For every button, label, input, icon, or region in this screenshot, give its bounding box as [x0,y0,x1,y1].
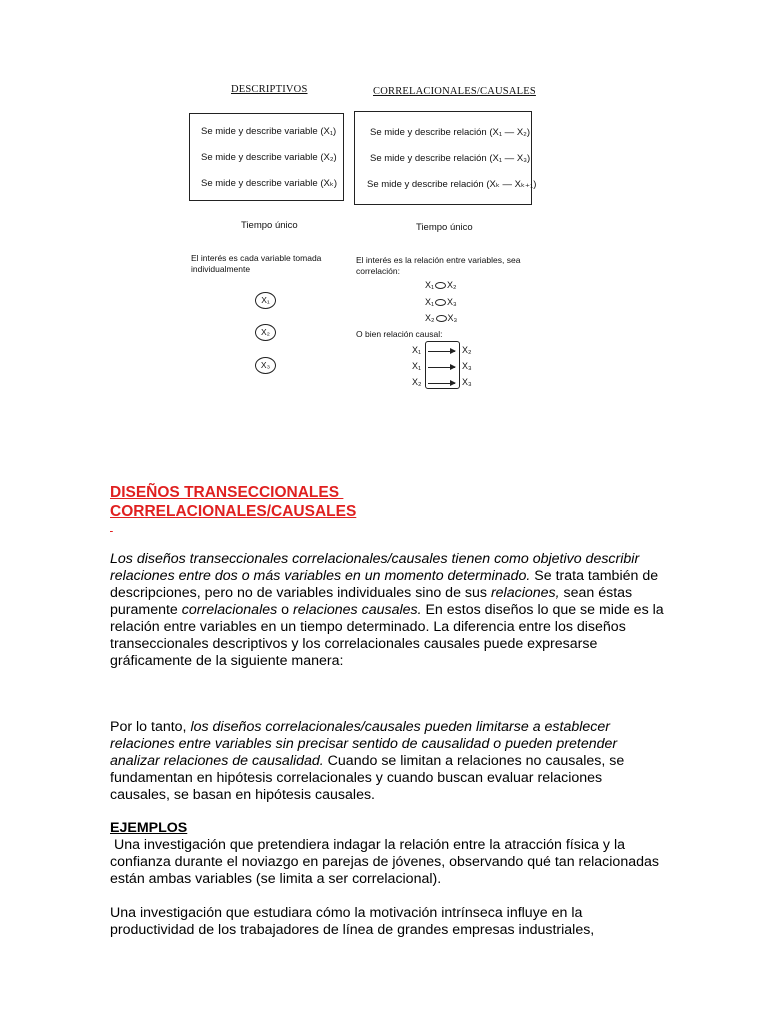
intro-italic-2: relaciones, [490,585,560,601]
descriptive-note-2: individualmente [191,264,251,274]
conclusion-text-1: Por lo tanto, [110,719,191,735]
causal-target-2: X₃ [462,361,472,371]
variable-circle-x1: X₁ [255,292,276,309]
correlational-time: Tiempo único [416,222,473,233]
correlation-link-icon [435,282,446,289]
heading-underscore [110,521,670,535]
descriptive-note-1: El interés es cada variable tomada [191,253,322,263]
descriptive-time: Tiempo único [241,220,298,231]
correlation-pair-1: X₁ X₂ [425,280,457,290]
descriptive-line-3: Se mide y describe variable (Xₖ) [201,178,338,189]
intro-italic-1: Los diseños transeccionales correlacionales/causales tienen como objetivo describir relaciones entre dos o más variables en un momento determinado. [110,551,640,584]
causal-source-3: X₂ [412,377,422,387]
causal-source-1: X₁ [412,345,422,355]
correlational-header: CORRELACIONALES/CAUSALES [373,86,536,97]
example-1: Una investigación que pretendiera indagar la relación entre la atracción física y la confianza durante el noviazgo en parejas de jóvenes, observando qué tan relacionadas están ambas variables (se limita a ser correlacional). [110,837,663,887]
heading-line-2: CORRELACIONALES/CAUSALES [110,503,357,520]
descriptive-line-2: Se mide y describe variable (X₂) [201,152,337,163]
intro-italic-4: relaciones causales. [292,602,422,618]
correlation-link-icon [435,299,446,306]
conclusion-italic-1: los diseños correlacionales/causales pueden limitarse a establecer relaciones entre variables sin precisar sentido de causalidad o pueden pretender analizar relaciones de causalidad. [110,719,618,769]
conclusion-text-2: Cuando se limitan a relaciones no causales, se fundamentan en hipótesis correlacionales y cuando buscan evaluar relaciones causales, se basan en hipótesis causales. [110,753,625,803]
causal-label: O bien relación causal: [356,329,443,339]
correlational-note-2: correlación: [356,266,400,276]
intro-italic-3: correlacionales [181,602,278,618]
correlation-link-icon [436,315,447,322]
correlational-note-1: El interés es la relación entre variables, sea [356,255,521,265]
intro-text-1: Se trata también de descripciones, pero no de variables individuales sino de sus [110,568,659,601]
variable-circle-x3: X₃ [255,357,276,374]
causal-arrow-icon [428,367,455,368]
intro-text-4: En estos diseños lo que se mide es la relación entre variables en un tiempo determinado. La diferencia entre los diseños transeccionales descriptivos y los correlacionales causales puede expresarse gráficamente de la siguiente manera: [110,602,664,669]
descriptive-header: DESCRIPTIVOS [231,84,308,95]
causal-source-2: X₁ [412,361,422,371]
correlational-line-2: Se mide y describe relación (X₁ — X₃) [370,153,531,164]
section-heading [110,483,670,535]
variable-circle-x2: X₂ [255,324,276,341]
paragraph-conclusion [110,719,665,804]
correlational-line-1: Se mide y describe relación (X₁ — X₂) [370,127,531,138]
correlation-pair-3: X₂ X₃ [425,313,458,323]
examples-title: EJEMPLOS [110,820,188,836]
causal-arrow-icon [428,351,455,352]
correlational-line-3: Se mide y describe relación (Xₖ — Xₖ₊₁) [367,179,537,190]
causal-target-1: X₂ [462,345,472,355]
intro-text-2: sean éstas puramente [110,585,633,618]
causal-target-3: X₃ [462,377,472,387]
intro-text-3: o [277,602,293,618]
causal-arrow-icon [428,383,455,384]
correlation-pair-2: X₁ X₃ [425,297,457,307]
descriptive-line-1: Se mide y describe variable (X₁) [201,126,337,137]
heading-line-1: DISEÑOS TRANSECCIONALES [110,484,344,501]
example-2: Una investigación que estudiara cómo la motivación intrínseca influye en la productividad de los trabajadores de línea de grandes empresas industriales, [110,905,595,938]
paragraph-intro [110,551,665,670]
